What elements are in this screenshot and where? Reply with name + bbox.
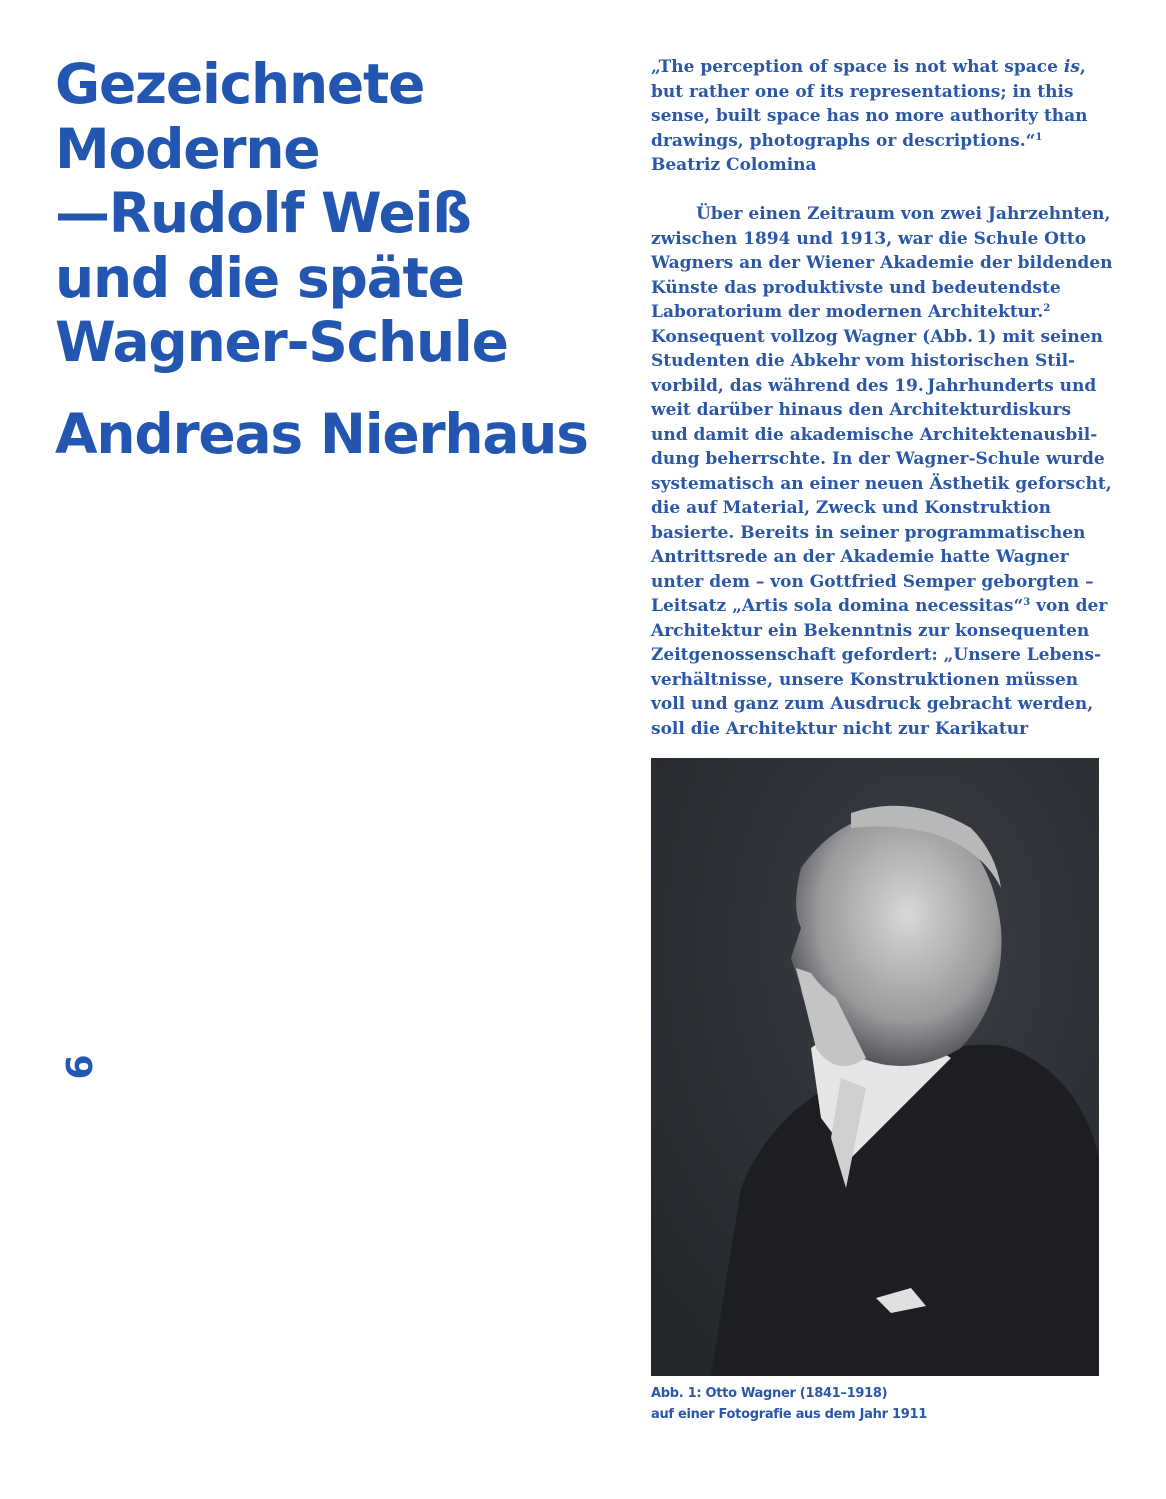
body-text-segment: Leitsatz „Artis sola domina necessitas“ [651, 596, 1024, 616]
epigraph-attribution: Beatriz Colomina [651, 155, 817, 175]
caption-line: Abb. 1: Otto Wagner (1841–1918) [651, 1386, 888, 1401]
footnote-ref: 2 [1043, 303, 1051, 314]
title-line: —Rudolf Weiß [55, 181, 471, 245]
article-title [55, 52, 615, 375]
body-line: Künste das produktivste und bedeutendste [651, 277, 1061, 298]
title-line: Wagner-Schule [55, 310, 508, 374]
body-text-segment: Laboratorium der modernen Architektur. [651, 302, 1044, 322]
body-line: Wagners an der Wiener Akademie der bildenden [651, 253, 1113, 273]
footnote-ref: 1 [1035, 131, 1043, 143]
body-line: zwischen 1894 und 1913, war die Schule Otto [651, 228, 1087, 249]
epigraph-line: sense, built space has no more authority than [651, 106, 1088, 126]
article-author: Andreas Nierhaus [55, 402, 588, 466]
text-column [651, 55, 1111, 741]
body-line: und damit die akademische Architektenausbil- [651, 424, 1098, 445]
epigraph-italic: is [1063, 57, 1080, 77]
body-line: vorbild, das während des 19. Jahrhunderts und [651, 375, 1097, 396]
footnote-ref: 3 [1023, 597, 1031, 608]
page-number: 9 [57, 1054, 98, 1080]
body-line: Architektur ein Bekenntnis zur konsequenten [651, 620, 1090, 641]
body-line: Konsequent vollzog Wagner (Abb. 1) mit seinen [651, 326, 1103, 347]
body-line: weit darüber hinaus den Architekturdiskurs [651, 400, 1072, 420]
body-text-segment: von der [1030, 596, 1108, 616]
body-line: dung beherrschte. In der Wagner-Schule wurde [651, 449, 1105, 469]
body-line: soll die Architektur nicht zur Karikatur [651, 718, 1029, 739]
body-line: systematisch an einer neuen Ästhetik geforscht, [651, 473, 1112, 494]
body-line: basierte. Bereits in seiner programmatischen [651, 522, 1086, 543]
epigraph-text: drawings, photographs or descriptions.“ [651, 130, 1036, 151]
title-line: Moderne [55, 116, 320, 181]
body-line: Zeitgenossenschaft gefordert: „Unsere Lebens- [651, 645, 1102, 665]
epigraph-line [651, 129, 1111, 154]
body-line [651, 594, 1111, 619]
body-line: voll und ganz zum Ausdruck gebracht werden, [651, 694, 1094, 714]
body-line: die auf Material, Zweck und Konstruktion [651, 498, 1051, 518]
figure-caption [651, 1383, 927, 1425]
body-line: Antrittsrede an der Akademie hatte Wagner [651, 547, 1069, 567]
body-line: Studenten die Abkehr vom historischen Stil- [651, 351, 1076, 371]
body-line [651, 300, 1111, 325]
portrait-photo [651, 758, 1099, 1376]
portrait-image [651, 758, 1099, 1376]
title-line: Gezeichnete [55, 52, 425, 116]
epigraph-line: but rather one of its representations; in this [651, 81, 1074, 102]
body-line: Über einen Zeitraum von zwei Jahrzehnten, [696, 204, 1111, 224]
title-line: und die späte [55, 245, 464, 310]
body-text [651, 202, 1111, 741]
body-line: verhältnisse, unsere Konstruktionen müssen [651, 669, 1079, 690]
body-line: unter dem – von Gottfried Semper geborgten – [651, 571, 1094, 592]
epigraph [651, 55, 1111, 178]
caption-line: auf einer Fotografie aus dem Jahr 1911 [651, 1407, 927, 1422]
epigraph-line: „The perception of space is not what space is, [651, 57, 1086, 77]
